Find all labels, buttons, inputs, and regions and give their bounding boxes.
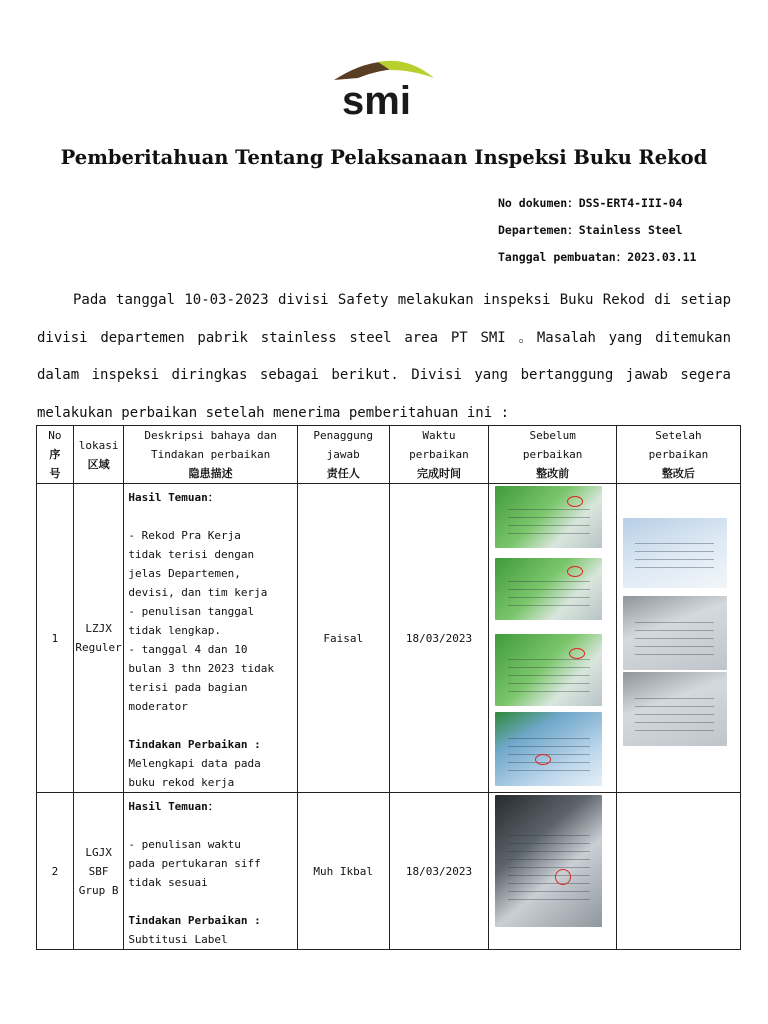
row-deskripsi [124, 793, 298, 950]
after-photo [623, 518, 727, 588]
hasil-label: Hasil Temuan： [128, 800, 219, 813]
after-photo [623, 672, 727, 746]
hasil-line: tidak lengkap. [128, 624, 222, 637]
hasil-line: - penulisan tanggal [128, 605, 255, 618]
row-lokasi: LGJX SBF Grup B [73, 793, 124, 950]
before-photos [489, 484, 616, 793]
hasil-line: - Rekod Pra Kerja [128, 529, 241, 542]
before-photo [495, 712, 602, 786]
after-photos [616, 793, 740, 950]
document-meta [498, 196, 696, 277]
row-penanggung-jawab: Muh Ikbal [297, 793, 389, 950]
doc-number: No dokumen：DSS-ERT4-III-04 [498, 196, 683, 210]
before-photo [495, 634, 602, 706]
header-sebelum: Sebelum perbaikan 整改前 [489, 426, 616, 484]
tindakan-line: buku rekod kerja [128, 776, 235, 789]
hasil-label: Hasil Temuan： [128, 491, 219, 504]
hasil-line: jelas Departemen, [128, 567, 241, 580]
row-lokasi: LZJX Reguler [73, 484, 124, 793]
row-no: 2 [37, 793, 74, 950]
document-title: Pemberitahuan Tentang Pelaksanaan Inspeksi Buku Rekod [60, 146, 708, 169]
row-deskripsi [124, 484, 298, 793]
hasil-line: bulan 3 thn 2023 tidak [128, 662, 275, 675]
header-setelah: Setelah perbaikan 整改后 [616, 426, 740, 484]
table-row [37, 793, 741, 950]
tindakan-label: Tindakan Perbaikan : [128, 738, 261, 751]
before-photo [495, 486, 602, 548]
hasil-line: pada pertukaran siff [128, 857, 261, 870]
row-penanggung-jawab: Faisal [297, 484, 389, 793]
header-no: No 序 号 [37, 426, 74, 484]
row-no: 1 [37, 484, 74, 793]
hasil-line: tidak sesuai [128, 876, 208, 889]
header-penanggung-jawab: Penaggung jawab 责任人 [297, 426, 389, 484]
created-date: Tanggal pembuatan：2023.03.11 [498, 250, 697, 264]
inspection-table [36, 425, 741, 950]
smi-logo [328, 56, 440, 120]
table-row [37, 484, 741, 793]
hasil-line: - penulisan waktu [128, 838, 241, 851]
before-photo [495, 558, 602, 620]
department: Departemen：Stainless Steel [498, 223, 683, 237]
intro-paragraph: Pada tanggal 10-03-2023 divisi Safety melakukan inspeksi Buku Rekod di setiap divisi departemen pabrik stainless steel area PT SMI 。Masalah yang ditemukan dalam inspeksi diringkas sebagai berikut. Divisi yang bertanggung jawab segera melakukan perbaikan setelah menerima pemberitahuan ini : [37, 292, 731, 421]
tindakan-label: Tindakan Perbaikan : [128, 914, 261, 927]
hasil-line: devisi, dan tim kerja [128, 586, 268, 599]
before-photo [495, 795, 602, 927]
header-waktu: Waktu perbaikan 完成时间 [389, 426, 489, 484]
header-deskripsi: Deskripsi bahaya dan Tindakan perbaikan 隐患描述 [124, 426, 298, 484]
header-lokasi: lokasi 区域 [73, 426, 124, 484]
before-photos [489, 793, 616, 950]
hasil-line: - tanggal 4 dan 10 [128, 643, 248, 656]
logo-text: smi [342, 79, 411, 120]
hasil-line: terisi pada bagian [128, 681, 248, 694]
after-photos [616, 484, 740, 793]
hasil-line: moderator [128, 700, 188, 713]
row-waktu: 18/03/2023 [389, 484, 489, 793]
tindakan-line: Subtitusi Label [128, 933, 228, 946]
hasil-line: tidak terisi dengan [128, 548, 255, 561]
after-photo [623, 596, 727, 670]
row-waktu: 18/03/2023 [389, 793, 489, 950]
table-header-row [37, 426, 741, 484]
tindakan-line: Melengkapi data pada [128, 757, 261, 770]
